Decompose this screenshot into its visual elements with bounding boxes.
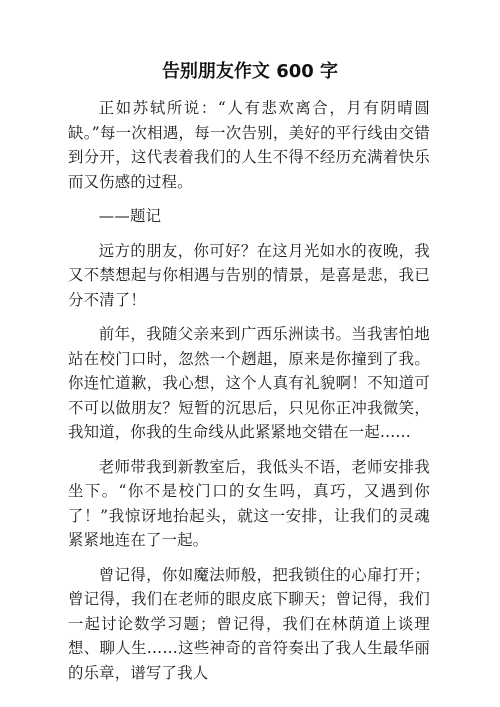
article-title: 告别朋友作文 600 字	[161, 61, 339, 82]
paragraph-epigraph-signature: ——题记	[98, 207, 162, 225]
paragraph-first-meeting: 前年，我随父亲来到广西乐洲读书。当我害怕地站在校门口时，忽然一个趔趄，原来是你撞到了我。你连忙道歉，我心想，这个人真有礼貌啊！不知道可不可以做朋友？短暂的沉思后，只见你正冲我微笑，我知道，你我的生命线从此紧紧地交错在一起……	[68, 325, 430, 441]
paragraph-memories: 曾记得，你如魔法师般，把我锁住的心扉打开；曾记得，我们在老师的眼皮底下聊天；曾记得，我们一起讨论数学习题；曾记得，我们在林荫道上谈理想、聊人生……这些神奇的音符奏出了我人生最华丽的乐章，谱写了我人	[68, 565, 430, 682]
paragraph-classroom: 老师带我到新教室后，我低头不语，老师安排我坐下。“你不是校门口的女生吗，真巧，又遇到你了！”我惊讶地抬起头，就这一安排，让我们的灵魂紧紧地连在了一起。	[68, 457, 430, 549]
article-body	[68, 96, 430, 695]
paragraph-intro-quote: 正如苏轼所说：“人有悲欢离合，月有阴晴圆缺。”每一次相遇，每一次告别，美好的平行线由交错到分开，这代表着我们的人生不得不经历充满着快乐而又伤感的过程。	[68, 99, 430, 191]
paragraph-distant-friend: 远方的朋友，你可好？在这月光如水的夜晚，我又不禁想起与你相遇与告别的情景，是喜是悲，我已分不清了！	[68, 241, 430, 309]
